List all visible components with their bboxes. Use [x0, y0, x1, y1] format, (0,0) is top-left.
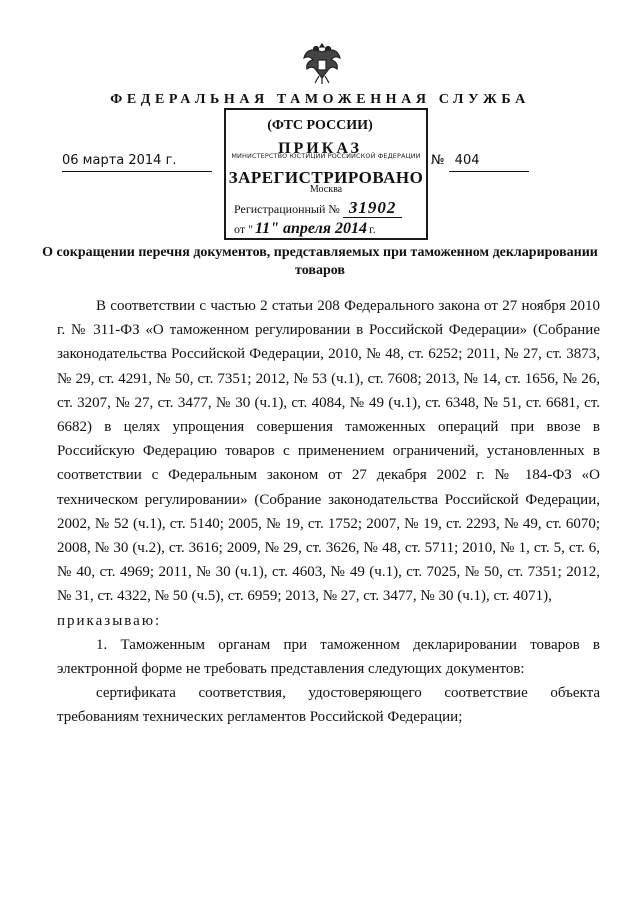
stamp-date-line: [234, 220, 376, 238]
stamp-city: Москва: [309, 184, 343, 195]
stamp-registration-line: [234, 198, 402, 218]
number-sign: №: [431, 153, 445, 168]
stamp-reg-label: Регистрационный №: [234, 202, 340, 216]
preamble-paragraph: В соответствии с частью 2 статьи 208 Федерального закона от 27 ноября 2010 г. № 311-ФЗ «О таможенном регулировании в Российской Федерации» (Собрание законодательства Российской Федерации, 2010, № 48, ст. 6252; 2011, № 27, ст. 3873, № 29, ст. 4291, № 50, ст. 7351; 2012, № 53 (ч.1), ст. 7608; 2013, № 14, ст. 1656, № 26, ст. 3207, № 27, ст. 3477, № 30 (ч.1), ст. 4084, № 49 (ч.1), ст. 6348, № 51, ст. 6681, ст. 6682) в целях упрощения совершения таможенных операций при ввозе в Российскую Федерацию товаров с применением ограничений, установленных в соответствии с Федеральным законом от 27 декабря 2002 г. № 184-ФЗ «О техническом регулировании» (Собрание законодательства Российской Федерации, 2002, № 52 (ч.1), ст. 5140; 2005, № 19, ст. 1752; 2007, № 19, ст. 2293, № 49, ст. 6070; 2008, № 30 (ч.2), ст. 3616; 2009, № 29, ст. 3626, № 48, ст. 5711; 2010, № 1, ст. 5, ст. 6, № 40, ст. 4969; 2011, № 30 (ч.1), ст. 4603, № 49 (ч.1), ст. 7025, № 50, ст. 7351; 2012, № 31, ст. 4322, № 50 (ч.5), ст. 6959; 2013, № 27, ст. 3477, № 30 (ч.1), ст. 4071),: [57, 298, 600, 605]
agency-short-name: (ФТС РОССИИ): [267, 118, 373, 133]
double-headed-eagle-emblem-icon: [302, 40, 342, 86]
order-date: 06 марта 2014 г.: [62, 153, 212, 172]
subitem-paragraph: сертификата соответствия, удостоверяющего соответствие объекта требованиям технических регламентов Российской Федерации;: [57, 685, 600, 726]
stamp-registered-label: ЗАРЕГИСТРИРОВАНО: [228, 168, 424, 187]
stamp-date-prefix: от ": [234, 222, 253, 236]
order-verb: приказываю:: [57, 612, 162, 629]
stamp-date-handwritten: 11" апреля 2014: [254, 220, 368, 237]
stamp-ministry: МИНИСТЕРСТВО ЮСТИЦИИ РОССИЙСКОЙ ФЕДЕРАЦИИ: [231, 152, 421, 160]
order-number-block: [431, 153, 549, 172]
stamp-date-suffix: г.: [369, 222, 376, 236]
agency-name: ФЕДЕРАЛЬНАЯ ТАМОЖЕННАЯ СЛУЖБА: [110, 92, 530, 107]
order-number: 404: [449, 153, 529, 172]
item-1-paragraph: 1. Таможенным органам при таможенном декларировании товаров в электронной форме не требовать представления следующих документов:: [57, 636, 600, 678]
order-heading: ПРИКАЗ: [278, 140, 362, 157]
stamp-reg-number: 31902: [343, 198, 403, 218]
document-body: [57, 294, 600, 730]
document-title: О сокращении перечня документов, представляемых при таможенном декларировании товаров: [42, 245, 598, 278]
